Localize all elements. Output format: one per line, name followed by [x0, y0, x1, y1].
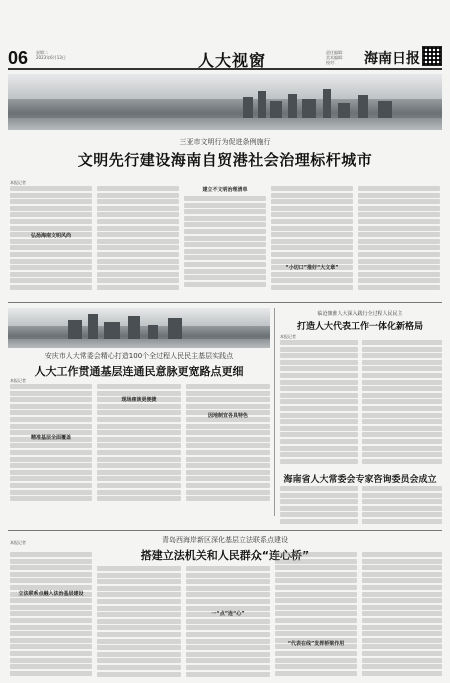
story2-subhead-2: 现场座谈更便捷: [121, 397, 157, 403]
story1-column-1: [10, 186, 92, 296]
story4-column-2: [362, 486, 442, 526]
story3-byline: 本报记者: [280, 334, 296, 339]
section-title: 人大视窗: [198, 51, 267, 70]
story5-subhead-3: “代表在线”发挥桥梁作用: [287, 641, 345, 647]
credit-line: 责任编辑：: [326, 50, 346, 55]
story5-subhead-1: 立法联系点融入法治基层建设: [18, 591, 84, 597]
editor-credits: [326, 50, 346, 65]
story1-subhead-1: 弘扬海南文明风尚: [30, 233, 71, 239]
story3-column-2: [362, 340, 442, 468]
issue-date: [36, 50, 66, 60]
section-divider: [8, 530, 442, 531]
anqing-city-photo: [8, 308, 270, 348]
credit-line: 校对：: [326, 60, 338, 65]
story3-kicker: 临沧旗淮人大深入践行全过程人民民主: [317, 311, 403, 317]
story5-column-1: [10, 552, 92, 680]
page-number: 06: [8, 48, 29, 68]
story1-column-4: [271, 186, 353, 296]
masthead: [8, 48, 442, 70]
story5-subhead-2: 一“点”连“心”: [211, 611, 245, 617]
credit-line: 美术编辑：: [326, 55, 346, 60]
story1-headline: 文明先行建设海南自贸港社会治理标杆城市: [77, 151, 373, 169]
story2-column-3: [186, 384, 270, 504]
story5-kicker: 青岛西海岸新区深化基层立法联系点建设: [162, 536, 288, 544]
story4-column-1: [280, 486, 358, 526]
story5-column-5: [362, 552, 442, 680]
story5-column-3: [186, 566, 270, 680]
story2-headline-block: [8, 351, 270, 379]
story3-column-1: [280, 340, 358, 468]
story1-byline: 本报记者: [10, 180, 26, 185]
date-line: 星期二: [36, 50, 48, 55]
story2-headline: 人大工作贯通基层连通民意脉更宽路点更细: [34, 365, 244, 378]
story3-headline-block: [278, 310, 442, 332]
newspaper-logo: 海南日报: [364, 51, 420, 67]
qr-code-icon: [422, 46, 442, 66]
story5-column-2: [97, 566, 181, 680]
story1-subhead-3: “小切口”推好“大文章”: [285, 265, 339, 271]
story3-headline: 打造人大代表工作一体化新格局: [296, 322, 423, 332]
story1-column-3: [184, 196, 266, 296]
story5-headline: 搭建立法机关和人民群众“连心桥”: [140, 549, 310, 562]
story5-column-4: [275, 552, 357, 680]
section-divider: [8, 302, 442, 303]
story2-byline: 本报记者: [10, 378, 26, 383]
story1-kicker: 三亚市文明行为促进条例施行: [179, 138, 271, 146]
story1-subhead-2: 建立不文明治理清单: [202, 187, 248, 193]
story1-column-2: [97, 186, 179, 296]
story2-subhead-1: 精准基层全面覆盖: [30, 435, 71, 441]
column-divider: [274, 308, 275, 516]
story2-subhead-3: 因地制宜各具特色: [207, 413, 248, 419]
story1-headline-block: [8, 137, 442, 170]
story2-kicker: 安庆市人大常委会精心打造100个全过程人民民主基层实践点: [44, 352, 234, 360]
sanya-skyline-photo: [8, 74, 442, 130]
story2-column-1: [10, 384, 92, 504]
date-line: 2023年6月13日: [36, 55, 66, 60]
story4-headline: 海南省人大常委会专家咨询委员会成立: [283, 475, 437, 485]
story1-column-5: [358, 186, 440, 296]
story5-byline: 本报记者: [10, 540, 26, 545]
